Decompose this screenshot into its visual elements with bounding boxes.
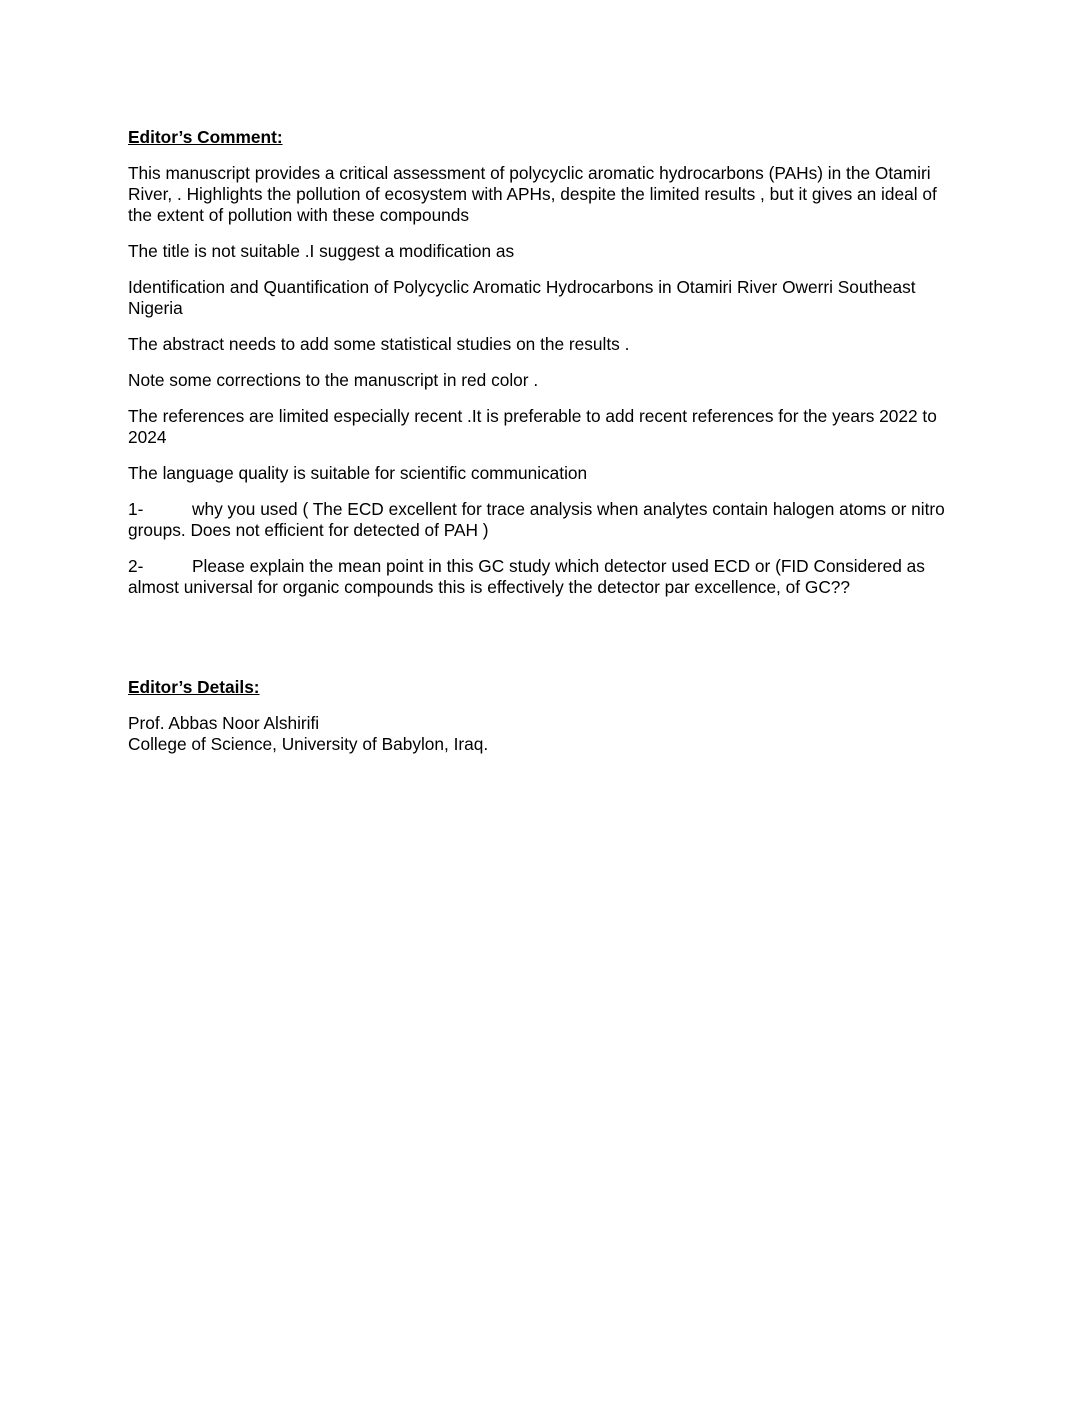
editor-affiliation: College of Science, University of Babylon, Iraq.	[128, 734, 489, 754]
comment-paragraph-references: The references are limited especially recent .It is preferable to add recent references for the years 2022 to 2024	[128, 406, 937, 447]
item-text: why you used ( The ECD excellent for trace analysis when analytes contain halogen atoms or nitro groups. Does not efficient for detected of PAH )	[128, 499, 945, 540]
item-text: Please explain the mean point in this GC study which detector used ECD or (FID Considered as almost universal for organic compounds this is effectively the detector par excellence, of GC??	[128, 556, 925, 597]
editor-name: Prof. Abbas Noor Alshirifi	[128, 713, 320, 733]
item-number: 2-	[128, 556, 144, 576]
numbered-item-1	[128, 499, 958, 541]
numbered-item-2	[128, 556, 958, 598]
editor-comment-heading: Editor’s Comment:	[128, 127, 283, 147]
comment-paragraph-suggested-title: Identification and Quantification of Polycyclic Aromatic Hydrocarbons in Otamiri River Owerri Southeast Nigeria	[128, 277, 916, 318]
document-content	[128, 127, 958, 755]
comment-paragraph-abstract: The abstract needs to add some statistical studies on the results .	[128, 334, 630, 354]
editor-details-heading: Editor’s Details:	[128, 677, 260, 697]
comment-paragraph-summary: This manuscript provides a critical assessment of polycyclic aromatic hydrocarbons (PAHs) in the Otamiri River, . Highlights the pollution of ecosystem with APHs, despite the limited results , but it gives an ideal of the extent of pollution with these compounds	[128, 163, 937, 225]
comment-paragraph-title: The title is not suitable .I suggest a modification as	[128, 241, 515, 261]
comment-paragraph-corrections: Note some corrections to the manuscript in red color .	[128, 370, 539, 390]
item-number: 1-	[128, 499, 144, 519]
editor-details	[128, 713, 958, 755]
comment-paragraph-language: The language quality is suitable for scientific communication	[128, 463, 588, 483]
